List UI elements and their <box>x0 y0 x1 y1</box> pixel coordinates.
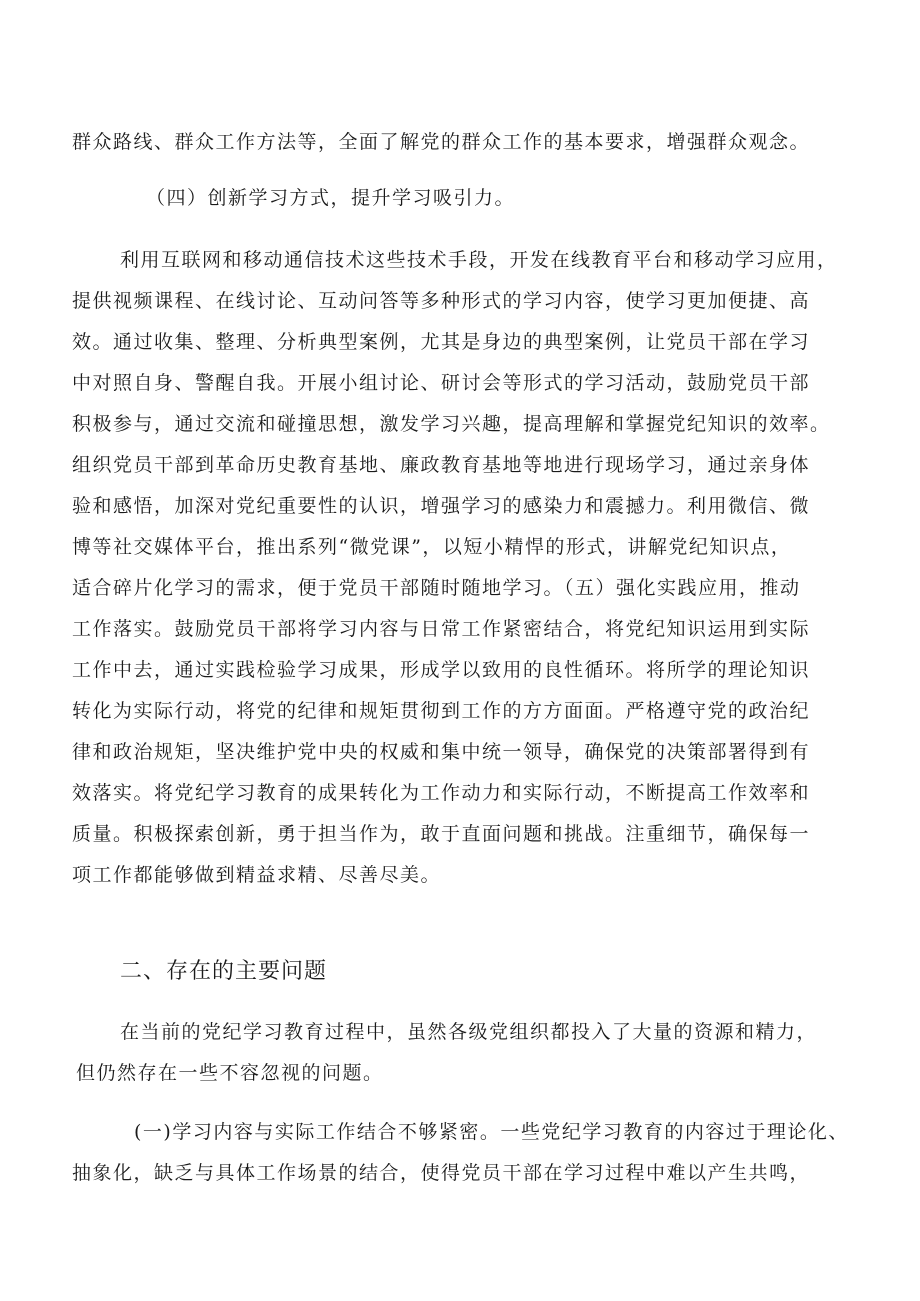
paragraph-line: 在当前的党纪学习教育过程中，虽然各级党组织都投入了大量的资源和精力， <box>120 1021 818 1043</box>
paragraph-line: 质量。积极探索创新，勇于担当作为，敢于直面问题和挑战。注重细节，确保每一 <box>72 823 811 845</box>
paragraph-line: 利用互联网和移动通信技术这些技术手段，开发在线教育平台和移动学习应用， <box>120 249 838 271</box>
paragraph-line: 工作落实。鼓励党员干部将学习内容与日常工作紧密结合，将党纪知识运用到实际 <box>72 618 811 640</box>
paragraph-line: 组织党员干部到革命历史教育基地、廉政教育基地等地进行现场学习，通过亲身体 <box>72 454 811 476</box>
paragraph-line: 积极参与，通过交流和碰撞思想，激发学习兴趣，提高理解和掌握党纪知识的效率。 <box>72 413 831 435</box>
paragraph-line: 工作中去，通过实践检验学习成果，形成学以致用的良性循环。将所学的理论知识 <box>72 659 811 681</box>
paragraph-line: 项工作都能够做到精益求精、尽善尽美。 <box>72 864 442 886</box>
section-heading: 二、存在的主要问题 <box>120 959 328 984</box>
paragraph-line: 中对照自身、警醒自我。开展小组讨论、研讨会等形式的学习活动，鼓励党员干部 <box>72 372 811 394</box>
paragraph-line: 适合碎片化学习的需求，便于党员干部随时随地学习。（五）强化实践应用，推动 <box>72 577 801 599</box>
paragraph-line: (一)学习内容与实际工作结合不够紧密。一些党纪学习教育的内容过于理论化、 <box>134 1121 849 1143</box>
paragraph-line: 验和感悟，加深对党纪重要性的认识，增强学习的感染力和震撼力。利用微信、微 <box>72 495 811 517</box>
paragraph-line: 效。通过收集、整理、分析典型案例，尤其是身边的典型案例，让党员干部在学习 <box>72 331 811 353</box>
paragraph-line: 效落实。将党纪学习教育的成果转化为工作动力和实际行动，不断提高工作效率和 <box>72 782 811 804</box>
section-subtitle-four: （四）创新学习方式，提升学习吸引力。 <box>146 187 516 209</box>
paragraph-line: 博等社交媒体平台，推出系列“微党课”，以短小精悍的形式，讲解党纪知识点， <box>72 536 792 558</box>
paragraph-line: 群众路线、群众工作方法等，全面了解党的群众工作的基本要求，增强群众观念。 <box>72 131 811 153</box>
paragraph-line: 抽象化，缺乏与具体工作场景的结合，使得党员干部在学习过程中难以产生共鸣， <box>72 1162 811 1184</box>
paragraph-line: 转化为实际行动，将党的纪律和规矩贯彻到工作的方方面面。严格遵守党的政治纪 <box>72 700 811 722</box>
paragraph-line: 律和政治规矩，坚决维护党中央的权威和集中统一领导，确保党的决策部署得到有 <box>72 741 811 763</box>
paragraph-line: 但仍然存在一些不容忽视的问题。 <box>76 1062 384 1084</box>
paragraph-line: 提供视频课程、在线讨论、互动问答等多种形式的学习内容，使学习更加便捷、高 <box>72 290 811 312</box>
